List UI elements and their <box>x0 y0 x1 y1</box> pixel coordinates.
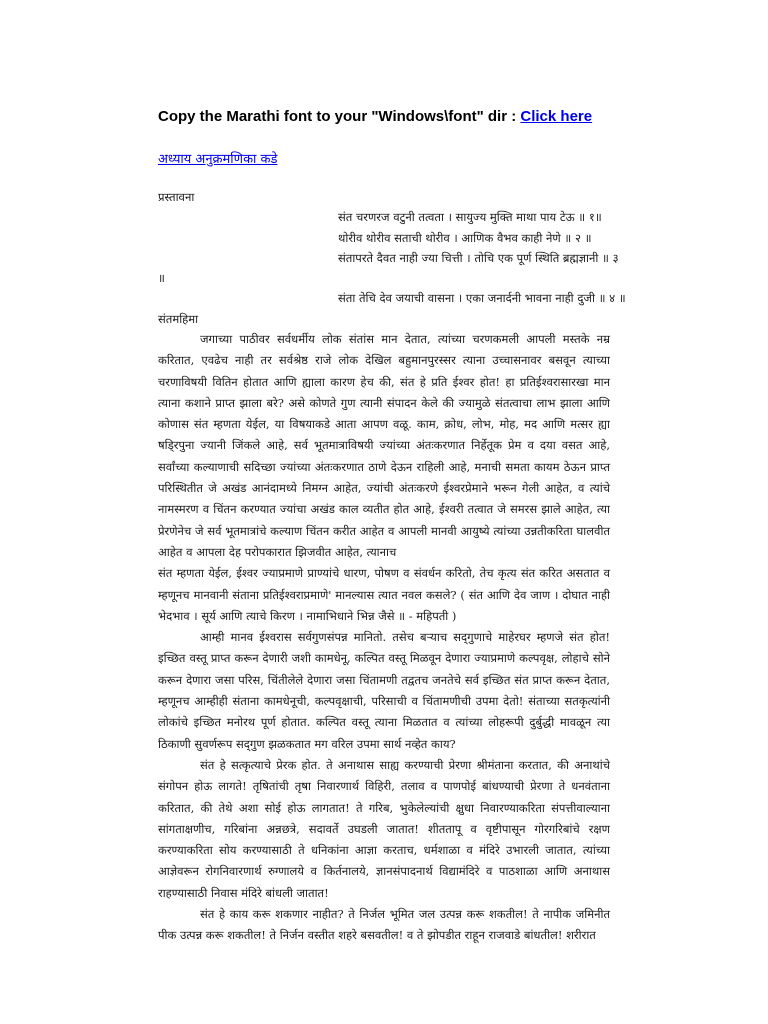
verse-line: संत चरणरज वटुनी तत्वता । सायुज्य मुक्ति माथा पाय टेऊ ॥ १॥ <box>338 210 602 224</box>
font-instruction-line <box>158 108 758 125</box>
verse-line-continuation: ॥ <box>158 271 165 285</box>
font-instruction-text: Copy the Marathi font to your "Windows\font" dir : <box>158 108 521 125</box>
verse-line: संता तेचि देव जयाची वासना । एका जनार्दनी भावना नाही दुजी ॥ ४ ॥ <box>338 291 626 305</box>
chapter-index-link[interactable]: अध्याय अनुक्रमणिका कडे <box>158 152 278 167</box>
paragraph: संत हे सत्कृत्याचे प्रेरक होत. ते अनाथास साह्य करण्याची प्रेरणा श्रीमंताना करतात, की अनाथांचे संगोपन होऊ लागते! तृषितांची तृषा निवारणार्थ विहिरी, तलाव व पाणपोई बांधण्याची प्रेरणा ते धनवंताना करितात, की तेथे अशा सोई होऊ लागतात! ते गरिब, भुकेलेल्यांची क्षुधा निवारण्याकरिता संपत्तीवाल्याना सांगताक्षणीच, गरिबांना अन्नछत्रे, सदावर्ते उघडली जातात! शीततापू व वृष्टीपासून गोरगरिबांचे रक्षण करण्याकरिता सोय करण्यासाठी ते धनिकांना आज्ञा करताच, धर्मशाळा व मंदिरे उभारली जातात, त्यांच्या आज्ञेवरून रोगनिवारणार्थ रुग्णालये व किर्तनालये, ज्ञानसंपादनार्थ विद्यामंदिरे व पाठशाळा आणि अनाथास राहण्यासाठी निवास मंदिरे बांधली जातात! <box>158 757 610 900</box>
paragraph: संत हे काय करू शकणार नाहीत? ते निर्जल भूमित जल उत्पन्न करू शकतील! ते नापीक जमिनीत पीक उत्पन्न करू शकतील! ते निर्जन वस्तीत शहरे बसवतील! व ते झोपडीत राहून राजवाडे बांधतील! शरीरात <box>158 907 610 943</box>
verse-line: संतापरते दैवत नाही ज्या चित्ती । तोचि एक पूर्ण स्थिति ब्रह्मज्ञानी ॥ ३ <box>338 251 619 265</box>
body-text <box>158 329 610 947</box>
paragraph: आम्ही मानव ईश्वरास सर्वगुणसंपन्न मानितो. तसेच बऱ्याच सद्‍गुणाचे माहेरघर म्हणजे संत होत! इच्छित वस्तू प्राप्त करून देणारी जशी कामधेनू, कल्पित वस्तू मिळवून देणारा ज्याप्रमाणे कल्पवृक्ष, लोहाचे सोने करून देणारा जसा परिस, चिंतीलेले देणारा जसा चिंतामणी तद्वतच जनतेचे सर्व इच्छित संत प्राप्त करून देतात, म्हणूनच आम्हीही संताना कामधेनूची, कल्पवृक्षाची, परिसाची व चिंतामणीची उपमा देतो! संताच्या सतकृत्यांनी लोकांचे इच्छित मनोरथ पूर्ण होतात. कल्पित वस्तू त्याना मिळतात व त्यांच्या लोहरूपी दुर्बुद्धी मावळून त्या ठिकाणी सुवर्णरूप सद्‍गुण झळकतात मग वरिल उपमा सार्थ नव्हेत काय? <box>158 630 610 751</box>
click-here-link[interactable]: Click here <box>520 108 593 125</box>
section-title-prastavana: प्रस्तावना <box>158 190 195 204</box>
verse-line: थोरीव थोरीव सताची थोरीव । आणिक वैभव काही नेणे ॥ २ ॥ <box>338 231 592 245</box>
paragraph: संत म्हणता येईल, ईश्वर ज्याप्रमाणे प्राण्यांचे धारण, पोषण व संवर्धन करितो, तेच कृत्य संत करित असतात व म्हणूनच मानवानी संताना प्रतिईश्वराप्रमाणे' मानल्यास त्यात नवल कसले? ( संत आणि देव जाण । दोघात नाही भेदभाव । सूर्य आणि त्याचे किरण । नामाभिधाने भिन्न जैसे ॥ - महिपती ) <box>158 566 610 623</box>
section-title-santmahima: संतमहिमा <box>158 312 199 326</box>
paragraph: जगाच्या पाठीवर सर्वधर्मीय लोक संतांस मान देतात, त्यांच्या चरणकमली आपली मस्तके नम्र करितात, एवढेच नाही तर सर्वश्रेष्ठ राजे लोक देखिल बहुमानपुरस्सर त्याना उच्चासनावर बसवून त्याच्या चरणाविषयी वितिन होतात आणि ह्याला कारण हेच की, संत हे प्रति ईश्वर होत! हा प्रतिईश्वरासारखा मान त्याना कशाने प्राप्त झाला बरे? असे कोणते गुण त्यानी संपादन केले की ज्यामुळे संतत्वाचा लाभ झाला आणि कोणास संत म्हणता येईल, या विषयाकडे आता आपण वळू. काम, क्रोध, लोभ, मोह, मद आणि मत्सर ह्या षड्‍रिपुना ज्यानी जिंकले आहे, सर्व भूतमात्राविषयी ज्यांच्या अंतःकरणात निर्हेतूक प्रेम व दया वसत आहे, सर्वांच्या कल्याणाची सदिच्छा ज्यांच्या अंतःकरणात ठाणे देऊन राहिली आहे, मनाची समता कायम ठेऊन प्राप्त परिस्थितीत जे अखंड आनंदामध्ये निमग्न आहेत, ज्यांची अंतःकरणे ईश्वरप्रेमाने भरून गेली आहेत, व त्यांचे नामस्मरण व चिंतन करण्यात ज्यांचा अखंड काल व्यतीत होत आहे, ईश्वरी तत्वात जे समरस झाले आहेत, त्या प्रेरणेनेच जे सर्व भूतमात्रांचे कल्याण चिंतन करीत आहेत व आपली मानवी आयुष्ये त्यांच्या उन्नतीकरिता घालवीत आहेत व आपला देह परोपकारात झिजवीत आहेत, त्यानाच <box>158 332 610 559</box>
